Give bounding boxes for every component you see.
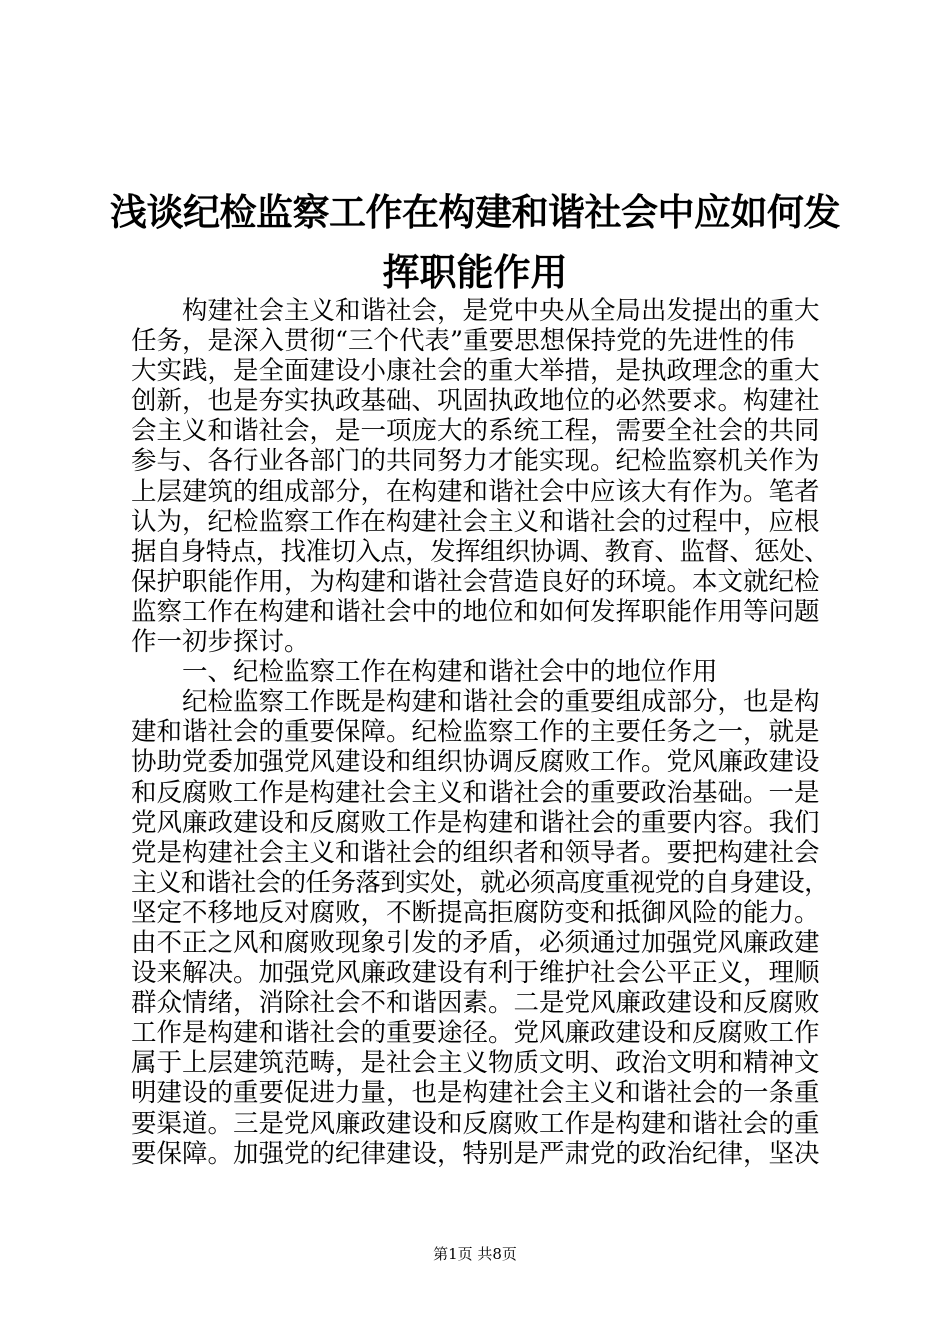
body-text-line: 协助党委加强党风建设和组织协调反腐败工作。党风廉政建设 [131, 747, 820, 778]
document-body [131, 296, 829, 1169]
body-text-line: 要保障。加强党的纪律建设，特别是严肃党的政治纪律，坚决 [131, 1138, 820, 1169]
body-text-line: 建和谐社会的重要保障。纪检监察工作的主要任务之一，就是 [131, 717, 820, 748]
body-text-line: 大实践，是全面建设小康社会的重大举措，是执政理念的重大 [131, 356, 820, 387]
body-text-line: 上层建筑的组成部分，在构建和谐社会中应该大有作为。笔者 [131, 476, 820, 507]
body-text-line: 群众情绪，消除社会不和谐因素。二是党风廉政建设和反腐败 [131, 988, 820, 1019]
body-text-line: 一、纪检监察工作在构建和谐社会中的地位作用 [182, 657, 718, 688]
body-text-line: 明建设的重要促进力量，也是构建社会主义和谐社会的一条重 [131, 1078, 820, 1109]
page-footer: 第1页 共8页 [433, 1245, 517, 1263]
body-text-line: 创新，也是夯实执政基础、巩固执政地位的必然要求。构建社 [131, 386, 820, 417]
body-text-line: 作一初步探讨。 [131, 627, 310, 658]
body-text-line: 保护职能作用，为构建和谐社会营造良好的环境。本文就纪检 [131, 566, 820, 597]
title-line-1: 浅谈纪检监察工作在构建和谐社会中应如何发 [110, 190, 840, 234]
body-text-line: 任务，是深入贯彻“三个代表”重要思想保持党的先进性的伟 [131, 326, 795, 357]
body-text-line: 主义和谐社会的任务落到实处，就必须高度重视党的自身建设， [131, 867, 830, 898]
body-text-line: 由不正之风和腐败现象引发的矛盾，必须通过加强党风廉政建 [131, 927, 820, 958]
body-text-line: 监察工作在构建和谐社会中的地位和如何发挥职能作用等问题 [131, 596, 820, 627]
document-title [110, 183, 840, 303]
body-text-line: 构建社会主义和谐社会，是党中央从全局出发提出的重大 [182, 296, 820, 326]
body-text-line: 属于上层建筑范畴，是社会主义物质文明、政治文明和精神文 [131, 1048, 820, 1079]
body-text-line: 和反腐败工作是构建社会主义和谐社会的重要政治基础。一是 [131, 777, 820, 808]
body-text-line: 坚定不移地反对腐败，不断提高拒腐防变和抵御风险的能力。 [131, 897, 820, 928]
title-line-2: 挥职能作用 [382, 250, 568, 294]
body-text-line: 参与、各行业各部门的共同努力才能实现。纪检监察机关作为 [131, 446, 820, 477]
body-text-line: 设来解决。加强党风廉政建设有利于维护社会公平正义，理顺 [131, 958, 820, 989]
body-text-line: 要渠道。三是党风廉政建设和反腐败工作是构建和谐社会的重 [131, 1108, 820, 1139]
body-text-line: 工作是构建和谐社会的重要途径。党风廉政建设和反腐败工作 [131, 1018, 820, 1049]
body-text-line: 会主义和谐社会，是一项庞大的系统工程，需要全社会的共同 [131, 416, 820, 447]
body-text-line: 纪检监察工作既是构建和谐社会的重要组成部分，也是构 [182, 687, 820, 718]
body-text-line: 党是构建社会主义和谐社会的组织者和领导者。要把构建社会 [131, 837, 820, 868]
body-text-line: 党风廉政建设和反腐败工作是构建和谐社会的重要内容。我们 [131, 807, 820, 838]
body-text-line: 据自身特点，找准切入点，发挥组织协调、教育、监督、惩处、 [131, 536, 830, 567]
body-text-line: 认为，纪检监察工作在构建社会主义和谐社会的过程中，应根 [131, 506, 820, 537]
